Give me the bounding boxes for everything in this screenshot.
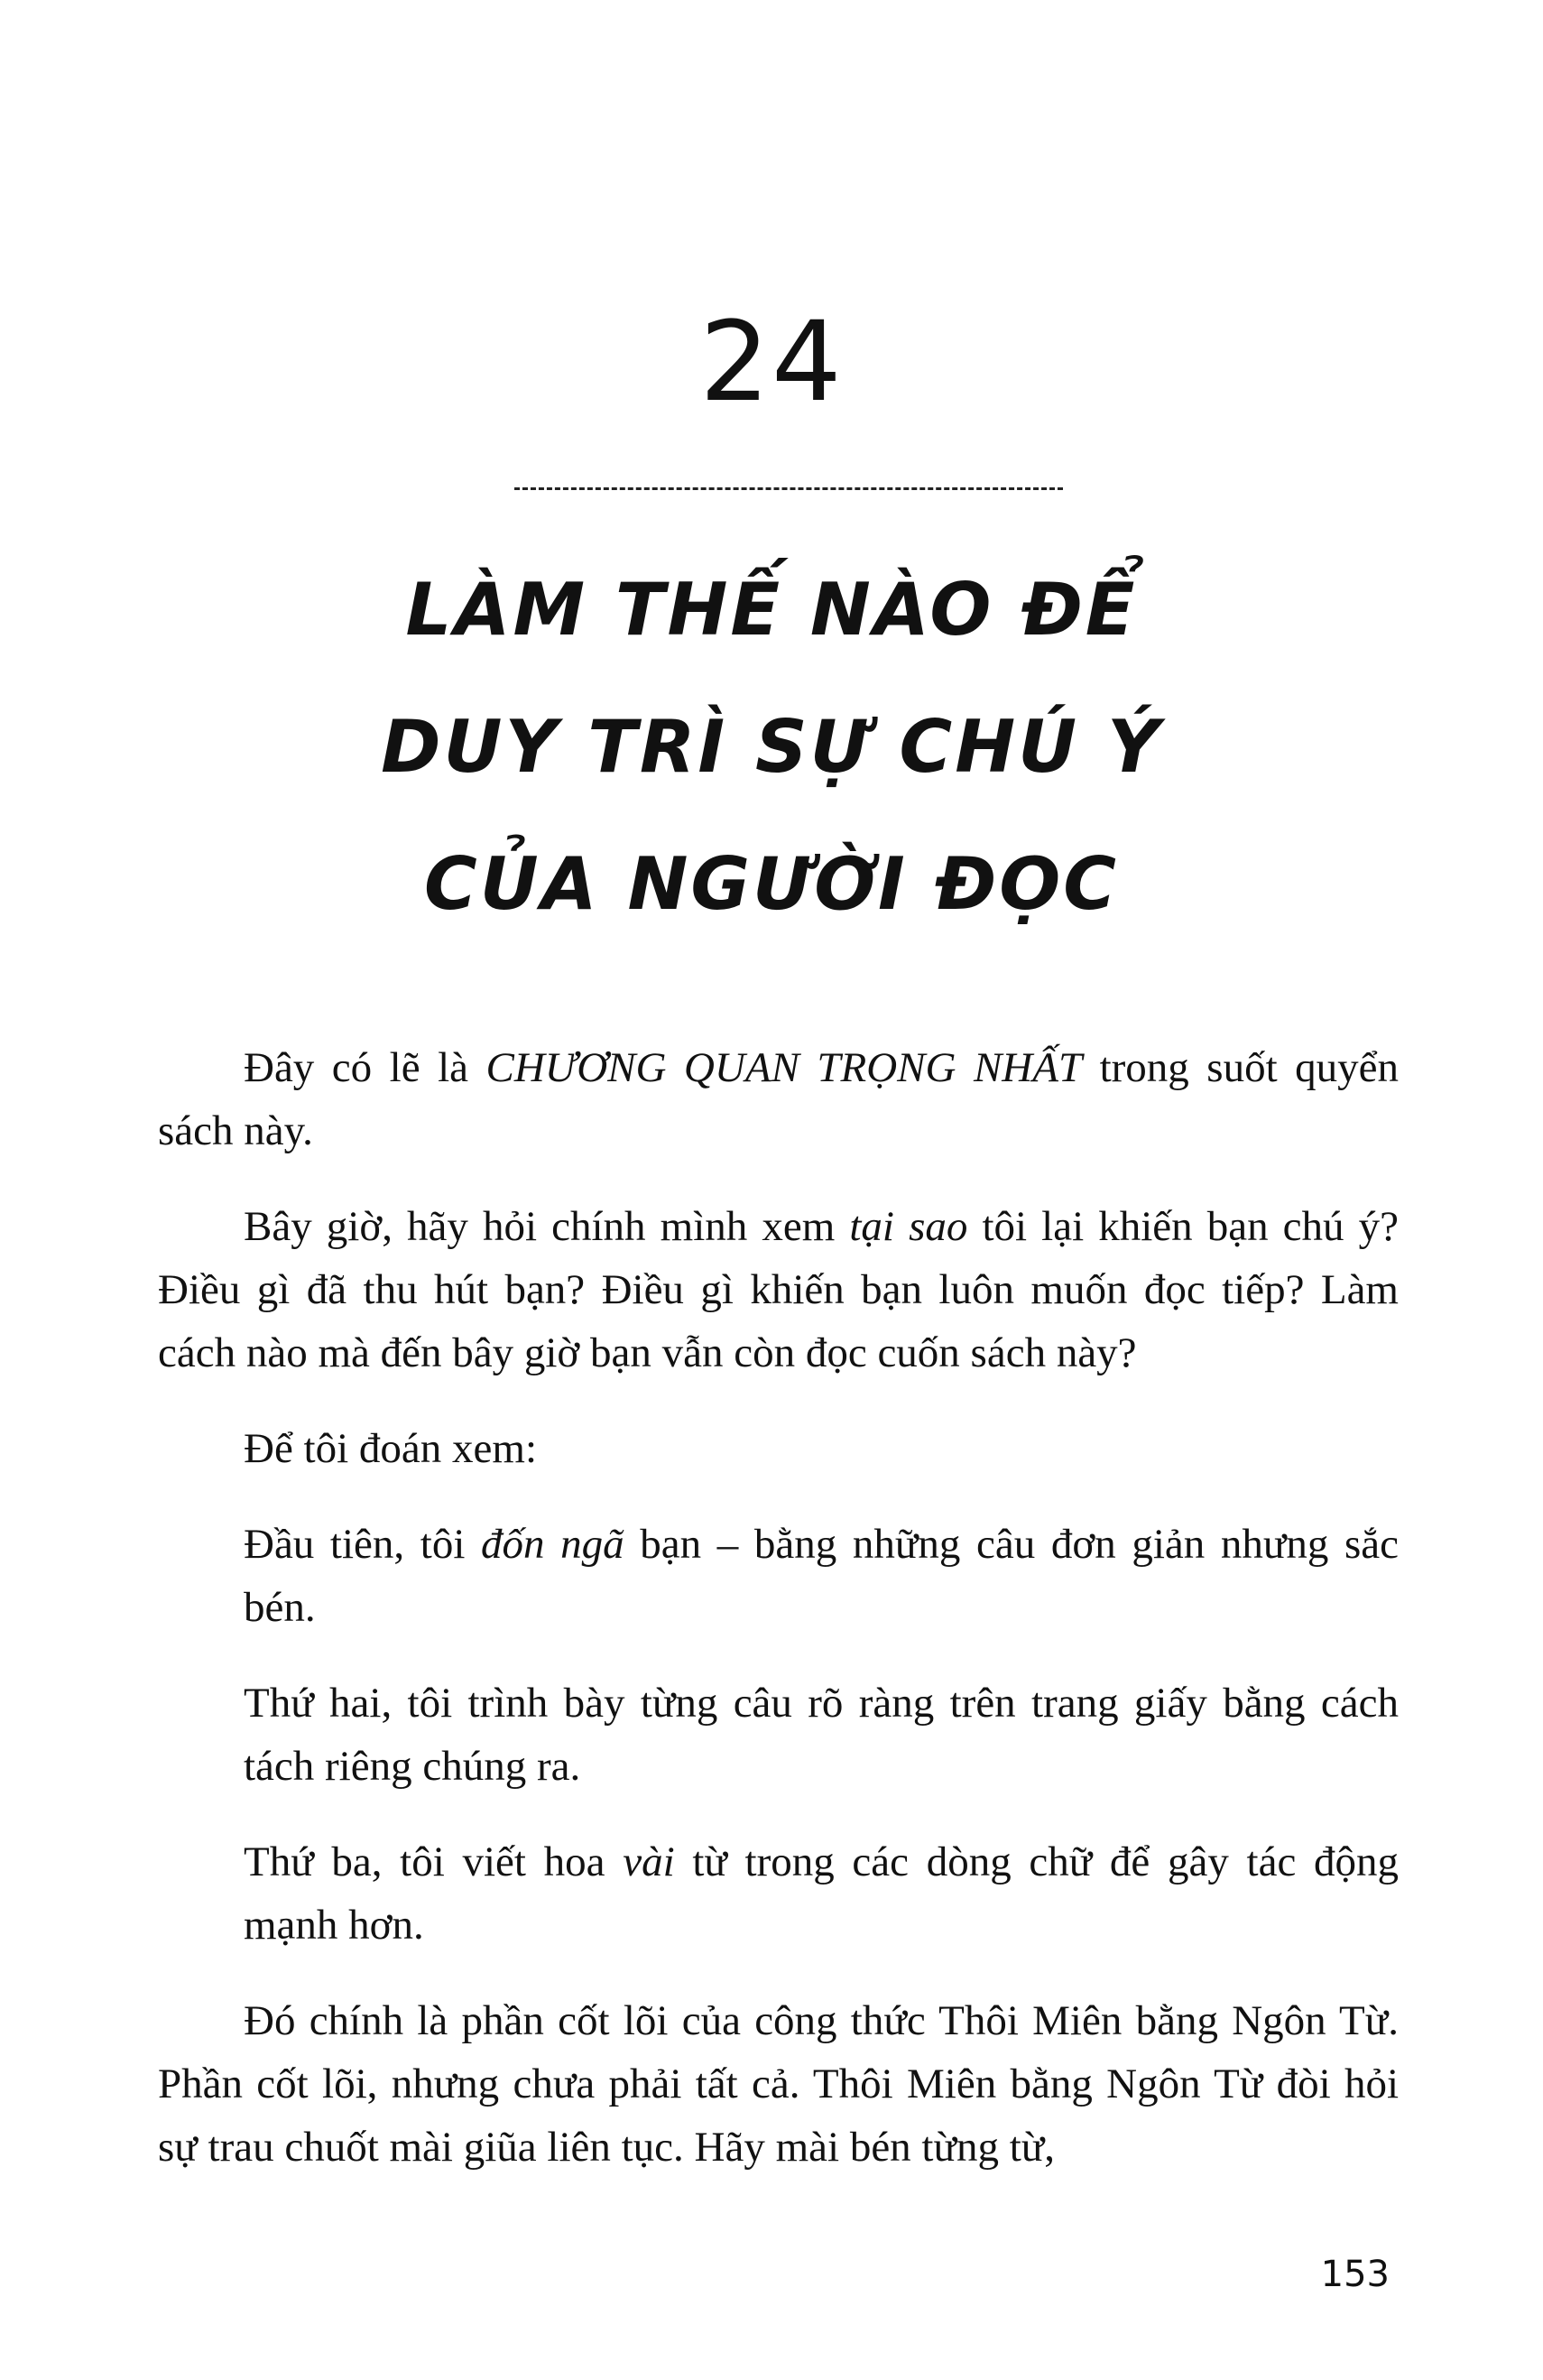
chapter-divider [514,487,1063,490]
paragraph-4 [244,1513,1399,1639]
paragraph-6-emphasis: vài [623,1838,675,1885]
body-text [158,1036,1399,2211]
paragraph-2-text-end: tôi lại khiến bạn chú ý? Điều gì đã thu hút bạn? Điều gì khiến bạn luôn muốn đọc tiếp? Làm cách nào mà đến bây giờ bạn vẫn còn đọc cuốn sách này? [158,1203,1399,1376]
chapter-number: 24 [699,298,844,426]
chapter-title-line-2: DUY TRÌ SỰ CHÚ Ý [381,705,1162,789]
paragraph-2 [158,1195,1399,1384]
paragraph-1-text-end: trong suốt quyển sách này. [158,1044,1399,1154]
paragraph-4-text-end: bạn – bằng những câu đơn giản nhưng sắc bén. [244,1521,1399,1631]
chapter-title-line-1: LÀM THẾ NÀO ĐỂ [405,568,1138,652]
paragraph-7: Đó chính là phần cốt lõi của công thức Thôi Miên bằng Ngôn Từ. Phần cốt lõi, nhưng chưa phải tất cả. Thôi Miên bằng Ngôn Từ đòi hỏi sự trau chuốt mài giũa liên tục. Hãy mài bén từng từ, [158,1997,1399,2171]
paragraph-6-text: Thứ ba, tôi viết hoa [244,1838,624,1885]
chapter-title [0,542,1543,953]
paragraph-6-text-end: từ trong các dòng chữ để gây tác động mạnh hơn. [244,1838,1399,1949]
paragraph-2-text: Bây giờ, hãy hỏi chính mình xem [244,1203,850,1250]
paragraph-5: Thứ hai, tôi trình bày từng câu rõ ràng trên trang giấy bằng cách tách riêng chúng ra. [244,1680,1399,1790]
paragraph-6 [244,1830,1399,1957]
chapter-title-line-3: CỦA NGƯỜI ĐỌC [424,842,1119,926]
paragraph-2-emphasis: tại sao [849,1203,968,1250]
paragraph-3: Để tôi đoán xem: [244,1425,538,1472]
paragraph-1 [158,1036,1399,1162]
paragraph-1-text: Đây có lẽ là [244,1044,486,1091]
paragraph-1-emphasis: CHƯƠNG QUAN TRỌNG NHẤT [485,1044,1083,1091]
paragraph-4-text: Đầu tiên, tôi [244,1521,482,1568]
page-number: 153 [1320,2254,1390,2295]
paragraph-4-emphasis: đốn ngã [481,1521,624,1568]
